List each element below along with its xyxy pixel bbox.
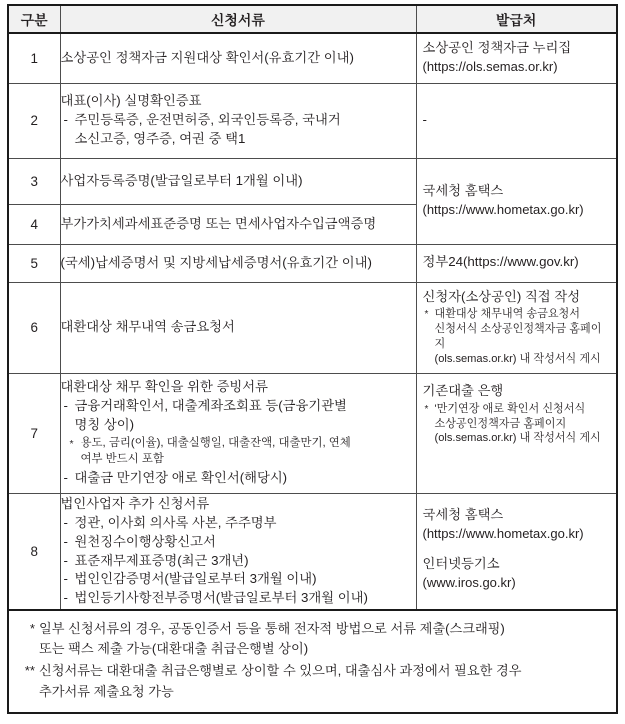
table-header	[8, 5, 617, 33]
list-item: - 대출금 만기연장 애로 확인서(해당시)	[61, 469, 416, 488]
document-title: 대환대상 채무 확인을 위한 증빙서류	[60, 379, 268, 395]
issuer-url-secondary: (www.iros.go.kr)	[422, 575, 516, 591]
row-documents	[60, 204, 416, 244]
row-number: 3	[8, 158, 60, 204]
footnote-line: 일부 신청서류의 경우, 공동인증서 등을 통해 전자적 방법으로 서류 제출(스크래핑)	[39, 621, 505, 637]
header-gubun: 구분	[8, 5, 60, 33]
issuer-url: (https://www.hometax.go.kr)	[422, 525, 584, 541]
header-issuer: 발급처	[416, 5, 617, 33]
footnote-line: 추가서류 제출요청 가능	[39, 683, 174, 699]
document-item-list	[61, 397, 416, 435]
row-issuer	[416, 373, 617, 493]
footnote-marker: *	[29, 621, 35, 637]
row-issuer	[416, 83, 617, 158]
table-row	[8, 244, 617, 282]
document-title: 법인사업자 추가 신청서류	[60, 495, 210, 511]
table-row	[8, 83, 617, 158]
document-title: 대환대상 채무내역 송금요청서	[60, 319, 235, 335]
footnote-line: 또는 팩스 제출 가능(대환대출 취급은행별 상이)	[39, 641, 309, 657]
table-row	[8, 373, 617, 493]
row-number: 6	[8, 282, 60, 373]
table-row	[8, 33, 617, 83]
table-row	[8, 158, 617, 204]
issuer-note-line: 소상공인정책자금 홈페이지	[434, 417, 567, 430]
list-item: 명칭 상이)	[74, 417, 135, 433]
footnotes-box	[7, 611, 618, 713]
issuer-note-line: (ols.semas.or.kr) 내 작성서식 게시	[434, 432, 601, 445]
row-number: 2	[8, 83, 60, 158]
issuer-title: 정부24(https://www.gov.kr)	[422, 254, 579, 270]
issuer-note-line: 신청서식 소상공인정책자금 홈페이지	[434, 323, 602, 351]
row-documents	[60, 33, 416, 83]
issuer-title: 소상공인 정책자금 누리집	[422, 40, 572, 56]
row-number: 1	[8, 33, 60, 83]
row-issuer	[416, 33, 617, 83]
header-documents: 신청서류	[60, 5, 416, 33]
issuer-title: -	[422, 111, 427, 127]
footnote-marker: **	[24, 663, 35, 679]
row-issuer	[416, 244, 617, 282]
row-documents	[60, 493, 416, 610]
list-item: - 주민등록증, 운전면허증, 외국인등록증, 국내거	[61, 111, 416, 130]
document-subnote-line: * 용도, 금리(이율), 대출실행일, 대출잔액, 대출만기, 연체	[80, 436, 351, 449]
row-number: 7	[8, 373, 60, 493]
list-item: - 표준재무제표증명(최근 3개년)	[61, 552, 416, 571]
issuer-note-line: * 대환대상 채무내역 송금요청서	[434, 308, 580, 321]
row-documents	[60, 282, 416, 373]
row-issuer	[416, 158, 617, 244]
row-issuer	[416, 282, 617, 373]
issuer-title-secondary: 인터넷등기소	[422, 556, 500, 572]
footnote	[15, 661, 608, 701]
list-item: 소신고증, 영주증, 여권 중 택1	[74, 130, 246, 146]
document-title: 대표(이사) 실명확인증표	[60, 93, 202, 109]
row-documents	[60, 83, 416, 158]
list-item: - 법인인감증명서(발급일로부터 3개월 이내)	[61, 570, 416, 589]
row-documents	[60, 373, 416, 493]
issuer-title: 기존대출 은행	[422, 382, 504, 398]
table-row	[8, 282, 617, 373]
issuer-title: 국세청 홈택스	[422, 506, 504, 522]
document-item-list-2	[61, 469, 416, 488]
document-item-list	[61, 111, 416, 149]
issuer-note	[423, 402, 613, 447]
list-item: - 법인등기사항전부증명서(발급일로부터 3개월 이내)	[61, 589, 416, 608]
document-title: 사업자등록증명(발급일로부터 1개월 이내)	[60, 172, 303, 188]
document-title: 부가가치세과세표준증명 또는 면세사업자수입금액증명	[60, 215, 377, 231]
row-documents	[60, 158, 416, 204]
issuer-note-line: * '만기연장 애로 확인서 신청서식	[434, 402, 586, 415]
row-number: 4	[8, 204, 60, 244]
issuer-url: (https://ols.semas.or.kr)	[422, 58, 558, 74]
issuer-url: (https://www.hometax.go.kr)	[422, 201, 584, 217]
issuer-title: 국세청 홈택스	[422, 182, 504, 198]
issuer-title: 신청자(소상공인) 직접 작성	[422, 288, 581, 304]
table-body	[8, 33, 617, 610]
issuer-note-line: (ols.semas.or.kr) 내 작성서식 게시	[434, 352, 601, 365]
footnote-line: 신청서류는 대환대출 취급은행별로 상이할 수 있으며, 대출심사 과정에서 필요한 경우	[39, 663, 522, 679]
row-issuer	[416, 493, 617, 610]
row-number: 8	[8, 493, 60, 610]
row-documents	[60, 244, 416, 282]
document-subnote	[67, 436, 416, 467]
document-title: 소상공인 정책자금 지원대상 확인서(유효기간 이내)	[60, 49, 354, 65]
table-header-row	[8, 5, 617, 33]
list-item: - 원천징수이행상황신고서	[61, 533, 416, 552]
document-title: (국세)납세증명서 및 지방세납세증명서(유효기간 이내)	[60, 254, 372, 270]
document-item-list	[61, 514, 416, 608]
list-item: - 금융거래확인서, 대출계좌조회표 등(금융기관별	[61, 397, 416, 416]
list-item: - 정관, 이사회 의사록 사본, 주주명부	[61, 514, 416, 533]
table-row	[8, 493, 617, 610]
issuer-note	[423, 307, 613, 366]
issuer-spacer	[423, 543, 613, 555]
application-documents-table	[7, 4, 618, 611]
footnote	[15, 619, 608, 659]
row-number: 5	[8, 244, 60, 282]
document-subnote-line: 여부 반드시 포함	[80, 452, 164, 465]
